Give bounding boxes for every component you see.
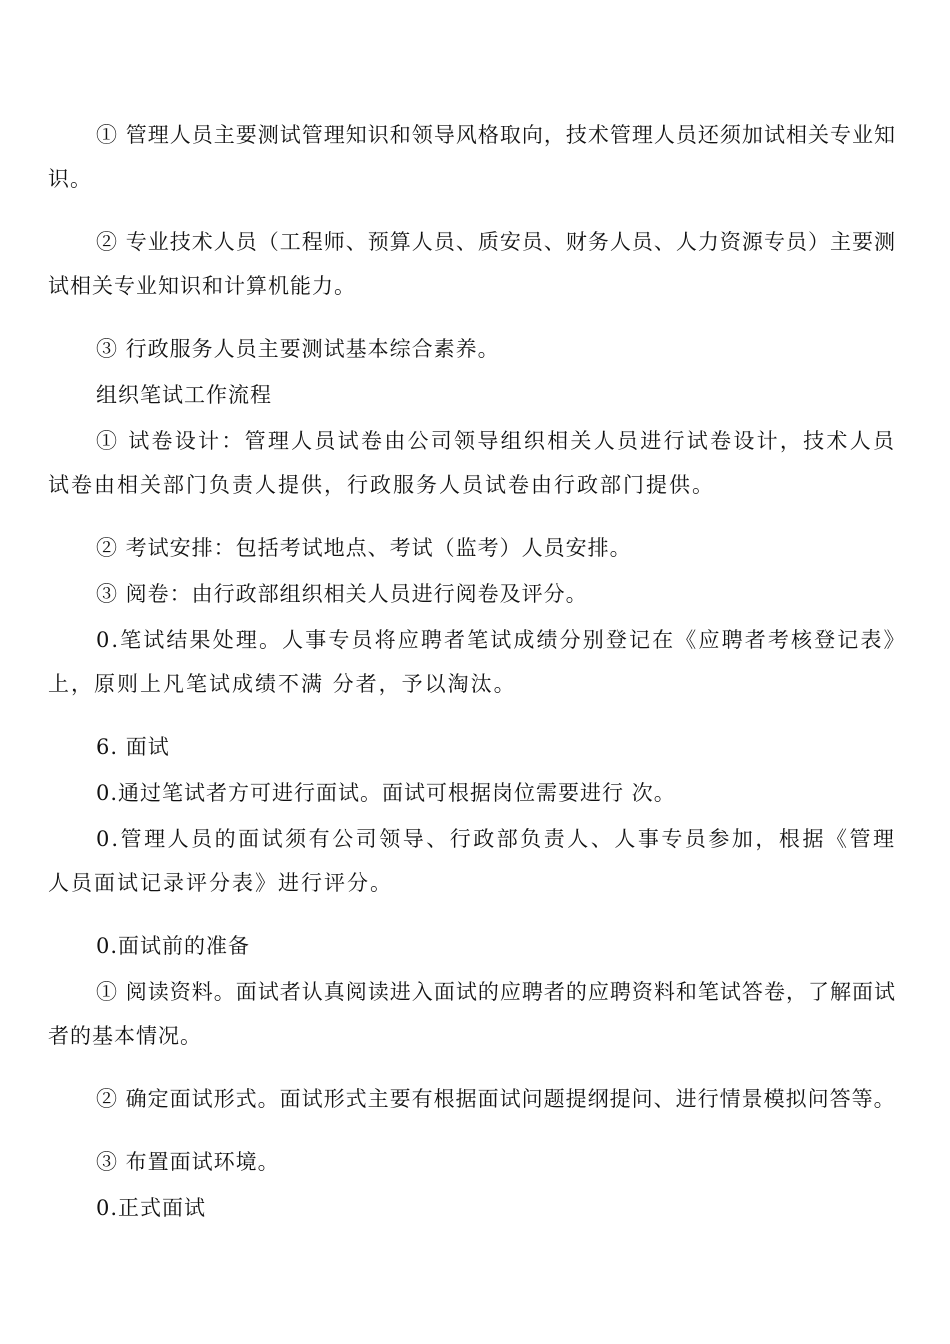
paragraph-interview-preparation-heading: 0.面试前的准备 (96, 934, 251, 958)
paragraph-interview-format: ② 确定面试形式。面试形式主要有根据面试问题提纲提问、进行情景模拟问答等。 (96, 1087, 896, 1111)
paragraph-read-materials: ① 阅读资料。面试者认真阅读进入面试的应聘者的应聘资料和笔试答卷，了解面试者的基本情况。 (48, 980, 896, 1048)
paragraph-written-test-process-heading: 组织笔试工作流程 (96, 383, 272, 407)
paragraph-paper-design: ① 试卷设计：管理人员试卷由公司领导组织相关人员进行试卷设计，技术人员试卷由相关部门负责人提供，行政服务人员试卷由行政部门提供。 (48, 429, 896, 497)
paragraph-management-interview: 0.管理人员的面试须有公司领导、行政部负责人、人事专员参加，根据《管理人员面试记录评分表》进行评分。 (48, 827, 896, 895)
paragraph-exam-arrangement: ② 考试安排：包括考试地点、考试（监考）人员安排。 (96, 536, 632, 560)
paragraph-interview-heading: 6. 面试 (96, 735, 170, 759)
paragraph-management-test: ① 管理人员主要测试管理知识和领导风格取向，技术管理人员还须加试相关专业知识。 (48, 123, 896, 191)
paragraph-grading: ③ 阅卷：由行政部组织相关人员进行阅卷及评分。 (96, 582, 588, 606)
paragraph-formal-interview-heading: 0.正式面试 (96, 1196, 207, 1220)
paragraph-interview-environment: ③ 布置面试环境。 (96, 1150, 280, 1174)
paragraph-interview-eligibility: 0.通过笔试者方可进行面试。面试可根据岗位需要进行 次。 (96, 781, 676, 805)
paragraph-written-result-handling: 0.笔试结果处理。人事专员将应聘者笔试成绩分别登记在《应聘者考核登记表》上，原则上凡笔试成绩不满 分者，予以淘汰。 (48, 628, 896, 696)
paragraph-admin-test: ③ 行政服务人员主要测试基本综合素养。 (96, 337, 500, 361)
paragraph-technical-test: ② 专业技术人员（工程师、预算人员、质安员、财务人员、人力资源专员）主要测试相关专业知识和计算机能力。 (48, 230, 896, 298)
document-body (48, 113, 896, 1232)
